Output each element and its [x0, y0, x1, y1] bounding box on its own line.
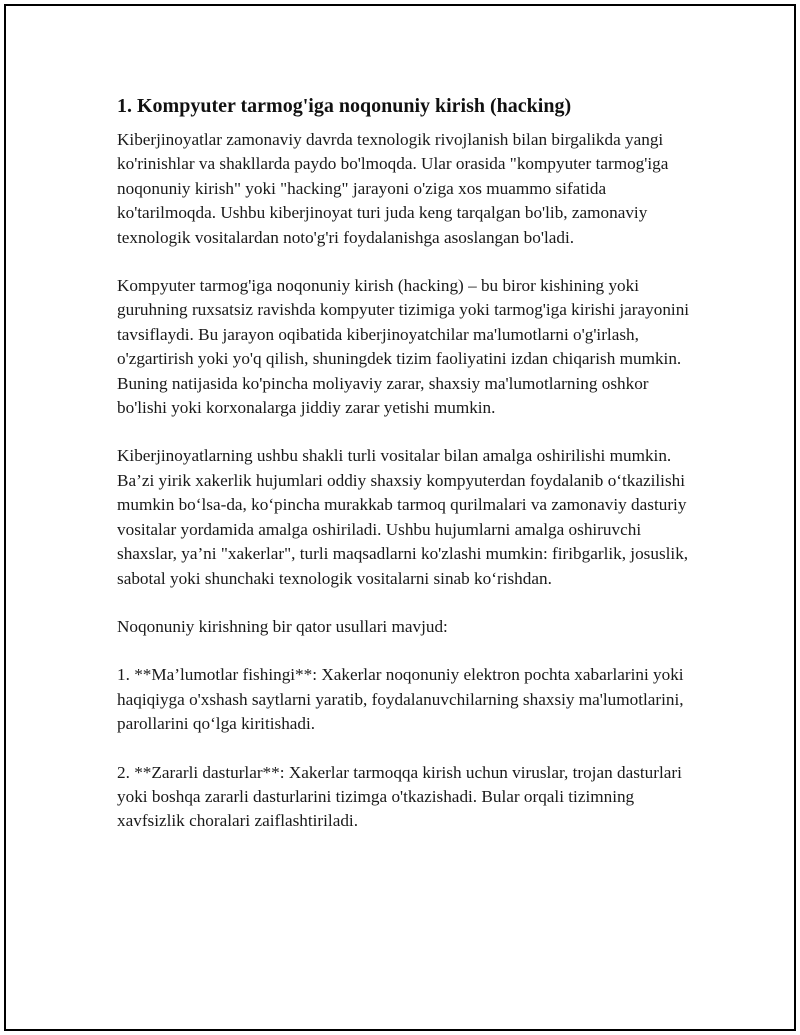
paragraph-methods: Kiberjinoyatlarning ushbu shakli turli vositalar bilan amalga oshirilishi mumkin. Ba’zi yirik xakerlik hujumlari oddiy shaxsiy kompyuterdan foydalanib o‘tkazilishi mumkin bo‘lsa-da, ko‘pincha murakkab tarmoq qurilmalari va zamonaviy dasturiy vositalar yordamida amalga oshiriladi. Ushbu hujumlarni amalga oshiruvchi shaxslar, ya’ni "xakerlar", turli maqsadlarni ko'zlashi mumkin: firibgarlik, josuslik, sabotal yoki shunchaki texnologik vositalarni sinab ko‘rishdan. [117, 446, 689, 588]
paragraph-intro: Kiberjinoyatlar zamonaviy davrda texnologik rivojlanish bilan birgalikda yangi ko'rinishlar va shakllarda paydo bo'lmoqda. Ular orasida "kompyuter tarmog'iga noqonuniy kirish" yoki "hacking" jarayoni o'ziga xos muammo sifatida ko'tarilmoqda. Ushbu kiberjinoyat turi juda keng tarqalgan bo'lib, zamonaviy texnologik vositalardan noto'g'ri foydalanishga asoslangan bo'ladi. [117, 130, 669, 247]
section-heading: 1. Kompyuter tarmog'iga noqonuniy kirish (hacking) [117, 95, 572, 117]
paragraph-list-intro: Noqonuniy kirishning bir qator usullari mavjud: [117, 616, 448, 636]
list-item-malware: 2. **Zararli dasturlar**: Xakerlar tarmoqqa kirish uchun viruslar, trojan dasturlari yoki boshqa zararli dasturlarini tizimga o'tkazishadi. Bular orqali tizimning xavfsizlik choralari zaiflashtiriladi. [117, 762, 682, 831]
document-body [117, 92, 697, 858]
list-item-phishing: 1. **Ma’lumotlar fishingi**: Xakerlar noqonuniy elektron pochta xabarlarini yoki haqiqiyga o'xshash saytlarni yaratib, foydalanuvchilarning shaxsiy ma'lumotlarini, parollarini qo‘lga kiritishadi. [117, 665, 684, 734]
paragraph-definition: Kompyuter tarmog'iga noqonuniy kirish (hacking) – bu biror kishining yoki guruhning ruxsatsiz ravishda kompyuter tizimiga yoki tarmog'iga kirishi jarayonini tavsiflaydi. Bu jarayon oqibatida kiberjinoyatchilar ma'lumotlarni o'g'irlash, o'zgartirish yoki yo'q qilish, shuningdek tizim faoliyatini izdan chiqarish mumkin. Buning natijasida ko'pincha moliyaviy zarar, shaxsiy ma'lumotlarning oshkor bo'lishi yoki korxonalarga jiddiy zarar yetishi mumkin. [117, 276, 690, 418]
